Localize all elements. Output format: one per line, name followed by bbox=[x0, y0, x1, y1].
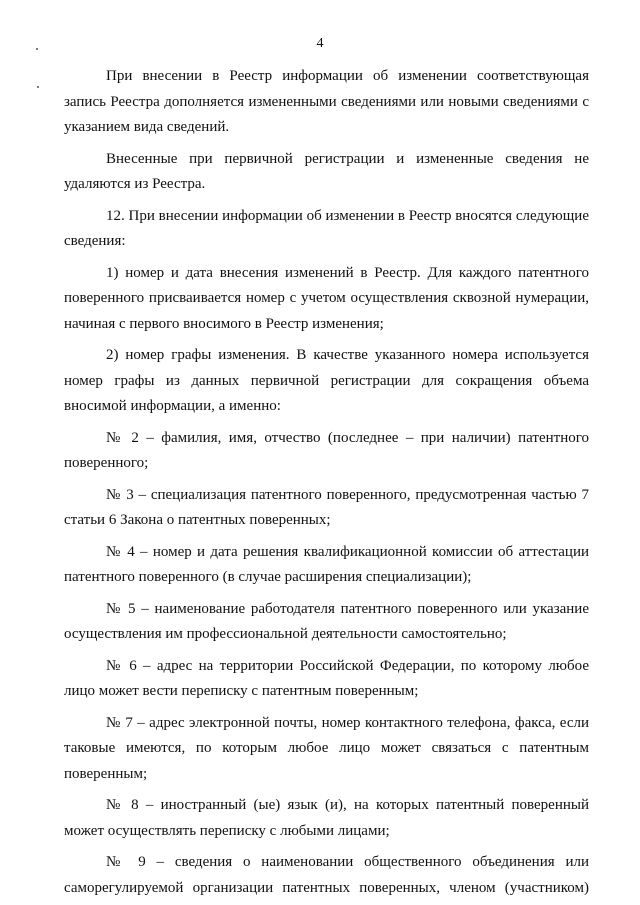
paragraph-column-7: № 7 – адрес электронной почты, номер контактного телефона, факса, если таковые имеются, по которым любое лицо может связаться с патентным поверенным; bbox=[64, 714, 589, 782]
paragraph-column-6: № 6 – адрес на территории Российской Федерации, по которому любое лицо может вести переписку с патентным поверенным; bbox=[64, 657, 589, 699]
paragraph-column-8: № 8 – иностранный (ые) язык (и), на которых патентный поверенный может осуществлять переписку с любыми лицами; bbox=[64, 797, 589, 839]
paragraph-column-5: № 5 – наименование работодателя патентного поверенного или указание осуществления им профессиональной деятельности самостоятельно; bbox=[64, 600, 589, 642]
document-body bbox=[64, 64, 589, 901]
paragraph-column-9: № 9 – сведения о наименовании общественного объединения или саморегулируемой организации патентных поверенных, членом (участником) bbox=[64, 854, 589, 896]
paragraph-registry-amendment: При внесении в Реестр информации об изменении соответствующая запись Реестра дополняется измененными сведениями или новыми сведениями с указанием вида сведений. bbox=[64, 68, 589, 135]
paragraph-column-3: № 3 – специализация патентного поверенного, предусмотренная частью 7 статьи 6 Закона о патентных поверенных; bbox=[64, 486, 589, 528]
paragraph-column-4: № 4 – номер и дата решения квалификационной комиссии об аттестации патентного поверенного (в случае расширения специализации); bbox=[64, 543, 589, 585]
scan-speck bbox=[37, 86, 39, 88]
paragraph-subitem-1: 1) номер и дата внесения изменений в Реестр. Для каждого патентного поверенного присваивается номер с учетом осуществления сквозной нумерации, начиная с первого вносимого в Реестр изменения; bbox=[64, 264, 589, 332]
page-number: 4 bbox=[316, 36, 324, 51]
paragraph-item-12: 12. При внесении информации об изменении в Реестр вносятся следующие сведения: bbox=[64, 207, 589, 249]
paragraph-not-deleted: Внесенные при первичной регистрации и измененные сведения не удаляются из Реестра. bbox=[64, 150, 589, 192]
paragraph-column-2: № 2 – фамилия, имя, отчество (последнее – при наличии) патентного поверенного; bbox=[64, 429, 589, 471]
paragraph-subitem-2: 2) номер графы изменения. В качестве указанного номера используется номер графы из данных первичной регистрации для сокращения объема вносимой информации, а именно: bbox=[64, 347, 589, 414]
